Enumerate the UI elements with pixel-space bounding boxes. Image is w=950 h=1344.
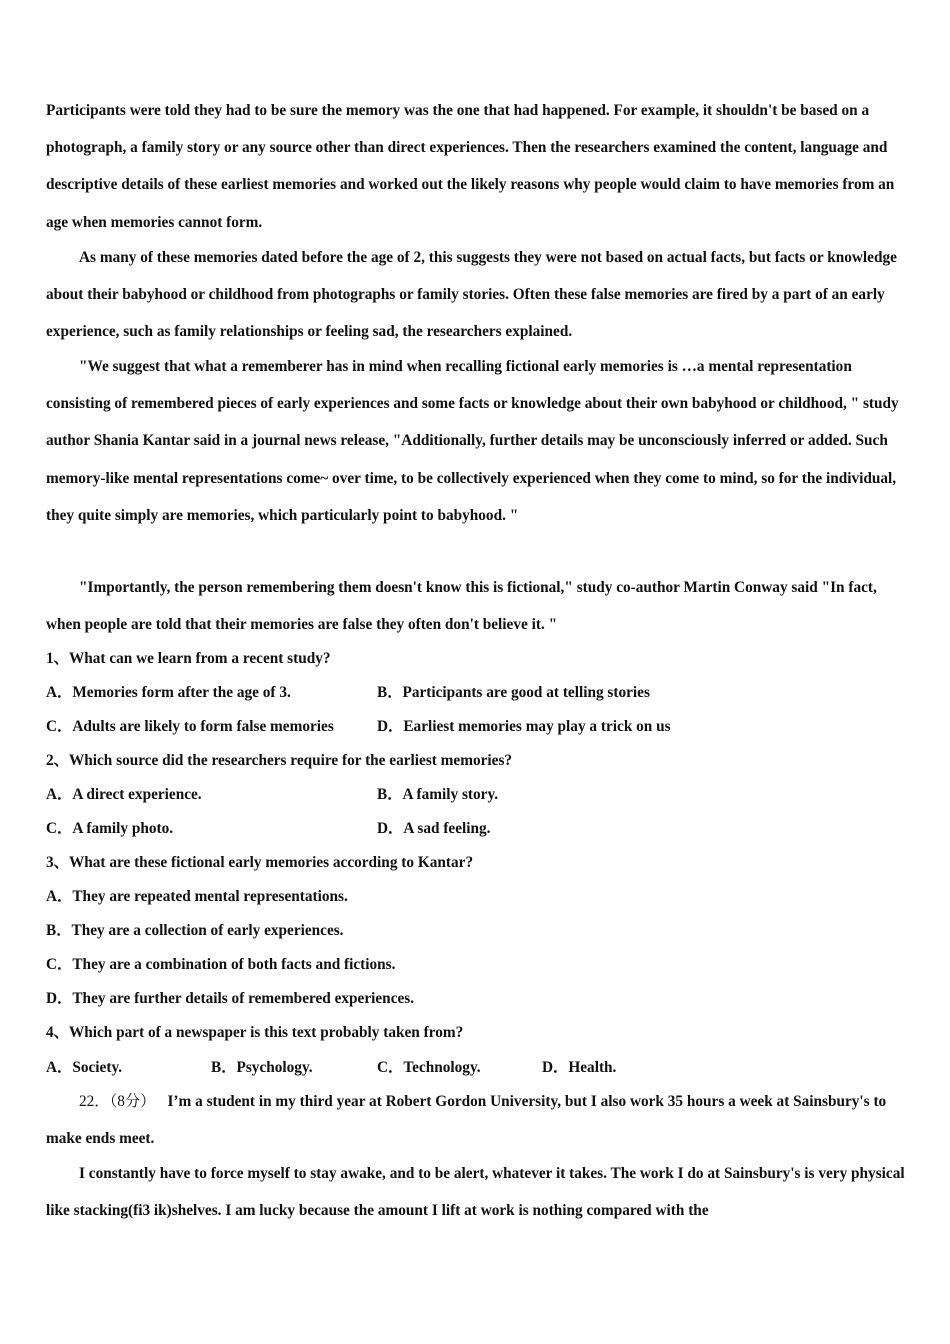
option-label: B． <box>377 786 403 803</box>
question-4-stem: 4、Which part of a newspaper is this text probably taken from? <box>46 1024 464 1041</box>
option-label: C． <box>46 718 73 735</box>
option-label: D． <box>542 1059 569 1076</box>
question-1-option-c[interactable] <box>46 717 334 737</box>
option-text: A sad feeling. <box>403 820 491 837</box>
option-label: C． <box>46 956 73 973</box>
option-label: D． <box>46 990 73 1007</box>
option-text: Society. <box>72 1059 123 1076</box>
option-label: D． <box>377 820 404 837</box>
section-intro-text: I’m a student in my third year at Robert Gordon University, but I also work 35 hours a week at Sainsbury's to make ends meet. <box>46 1093 887 1148</box>
question-4-option-d[interactable] <box>542 1058 616 1078</box>
option-text: Technology. <box>403 1059 481 1076</box>
question-2-option-d[interactable] <box>377 819 490 839</box>
option-text: They are further details of remembered experiences. <box>72 990 415 1007</box>
question-3-stem: 3、What are these fictional early memories according to Kantar? <box>46 854 474 871</box>
question-3-option-b[interactable] <box>46 921 344 941</box>
option-text: Participants are good at telling stories <box>402 684 650 701</box>
option-label: A． <box>46 786 73 803</box>
option-label: D． <box>377 718 404 735</box>
option-label: A． <box>46 888 73 905</box>
question-3-option-c[interactable] <box>46 955 395 975</box>
option-text: A direct experience. <box>72 786 202 803</box>
option-label: B． <box>377 684 403 701</box>
option-text: Earliest memories may play a trick on us <box>403 718 671 735</box>
section-22-paragraph-2: I constantly have to force myself to stay awake, and to be alert, whatever it takes. The work I do at Sainsbury's is very physical like stacking(fi3 ik)shelves. I am lucky because the amount I lift at work is nothing compared with the <box>46 1165 905 1220</box>
option-label: B． <box>46 922 72 939</box>
passage-paragraph-4: "Importantly, the person remembering them doesn't know this is fictional," study co-author Martin Conway said "In fact, when people are told that their memories are false they often don't believe it. " <box>46 579 877 634</box>
question-1-option-d[interactable] <box>377 717 671 737</box>
passage-paragraph-3: "We suggest that what a rememberer has in mind when recalling fictional early memories is …a mental representation consisting of remembered pieces of early experiences and some facts or knowledge about their own babyhood or childhood, " study author Shania Kantar said in a journal news release, "Additionally, further details may be unconsciously inferred or added. Such memory-like mental representations come~ over time, to be collectively experienced when they come to mind, so for the individual, they quite simply are memories, which particularly point to babyhood. " <box>46 358 899 524</box>
question-4-option-a[interactable] <box>46 1058 122 1078</box>
question-1-option-b[interactable] <box>377 683 650 703</box>
question-1-option-a[interactable] <box>46 683 291 703</box>
option-text: Health. <box>568 1059 617 1076</box>
option-text: Adults are likely to form false memories <box>72 718 334 735</box>
question-2-option-a[interactable] <box>46 785 202 805</box>
option-label: B． <box>211 1059 237 1076</box>
option-text: They are repeated mental representations. <box>72 888 348 905</box>
option-text: A family photo. <box>72 820 174 837</box>
question-4-option-b[interactable] <box>211 1058 313 1078</box>
question-2-option-c[interactable] <box>46 819 173 839</box>
passage-paragraph-2: As many of these memories dated before the age of 2, this suggests they were not based on actual facts, but facts or knowledge about their babyhood or childhood from photographs or family stories. Often these false memories are fired by a part of an early experience, such as family relationships or feeling sad, the researchers explained. <box>46 249 897 341</box>
passage-paragraph-1: Participants were told they had to be sure the memory was the one that had happened. For example, it shouldn't be based on a photograph, a family story or any source other than direct experiences. Then the researchers examined the content, language and descriptive details of these earliest memories and worked out the likely reasons why people would claim to have memories from an age when memories cannot form. <box>46 102 895 231</box>
question-4-option-c[interactable] <box>377 1058 481 1078</box>
question-3-option-d[interactable] <box>46 989 414 1009</box>
option-text: They are a collection of early experiences. <box>71 922 344 939</box>
option-text: Psychology. <box>236 1059 313 1076</box>
option-label: C． <box>377 1059 404 1076</box>
question-2-stem: 2、Which source did the researchers require for the earliest memories? <box>46 752 513 769</box>
option-text: A family story. <box>402 786 499 803</box>
question-3-option-a[interactable] <box>46 887 348 907</box>
question-2-option-b[interactable] <box>377 785 498 805</box>
section-number: 22．（8分） <box>79 1093 156 1110</box>
option-label: C． <box>46 820 73 837</box>
option-text: Memories form after the age of 3. <box>72 684 291 701</box>
option-label: A． <box>46 1059 73 1076</box>
option-text: They are a combination of both facts and fictions. <box>72 956 396 973</box>
section-22-intro <box>46 1083 906 1157</box>
option-label: A． <box>46 684 73 701</box>
question-1-stem: 1、What can we learn from a recent study? <box>46 650 331 667</box>
